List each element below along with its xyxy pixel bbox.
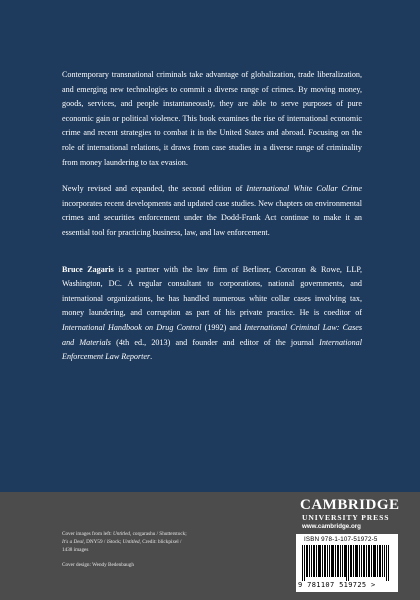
description-paragraph: Contemporary transnational criminals take advantage of globalization, trade liberalization, and emerging new technologies to commit a diverse range of crimes. By moving money, goods, services, and people instantaneously, they are able to serve purposes of pure economic gain or political violence. This book examines the rise of international economic crime and recent strategies to combat it in the United States and abroad. Focusing on the role of international relations, it draws from case studies in a diverse range of criminality from money laundering to tax evasion. [62, 70, 362, 167]
barcode-icon [302, 545, 392, 581]
isbn-label: ISBN 978-1-107-51972-5 [304, 536, 378, 543]
publisher-logo [300, 497, 400, 532]
publisher-subtitle: UNIVERSITY PRESS [302, 513, 390, 522]
book-title: International White Collar Crime [246, 184, 362, 194]
edition-paragraph: Newly revised and expanded, the second edition of International White Collar Crime incorporates recent developments and updated case studies. New chapters on environmental crimes and securities enforcement under the Dodd-Frank Act continue to make it an essential tool for practicing business, law, and law enforcement. [62, 184, 362, 237]
barcode-box [296, 534, 398, 592]
barcode-digits: 9 781107 519725 > [298, 581, 376, 589]
image-credits: Cover images from left: Untitled, corgarashu / Shutterstock; It's a Deal, DNY59 / iStock; Untitled, Credit: blickpixel / 1438 images Cover design: Wendy Bedenbaugh [62, 530, 212, 569]
author-bio: Bruce Zagaris is a partner with the law firm of Berliner, Corcoran & Rowe, LLP, Washington, DC. A regular consultant to corporations, national governments, and international organizations, he has handled numerous white collar cases involving tax, money laundering, and corruption as part of his private practice. He is coeditor of International Handbook on Drug Control (1992) and International Criminal Law: Cases and Materials (4th ed., 2013) and founder and editor of the journal International Enforcement Law Reporter. [62, 264, 362, 362]
footer-band [0, 492, 420, 600]
publisher-name: CAMBRIDGE [300, 497, 400, 513]
author-name: Bruce Zagaris [62, 264, 114, 274]
publisher-url: www.cambridge.org [302, 523, 361, 530]
back-cover-text [62, 68, 362, 377]
cover-design-credit: Cover design: Wendy Bedenbaugh [62, 561, 134, 568]
